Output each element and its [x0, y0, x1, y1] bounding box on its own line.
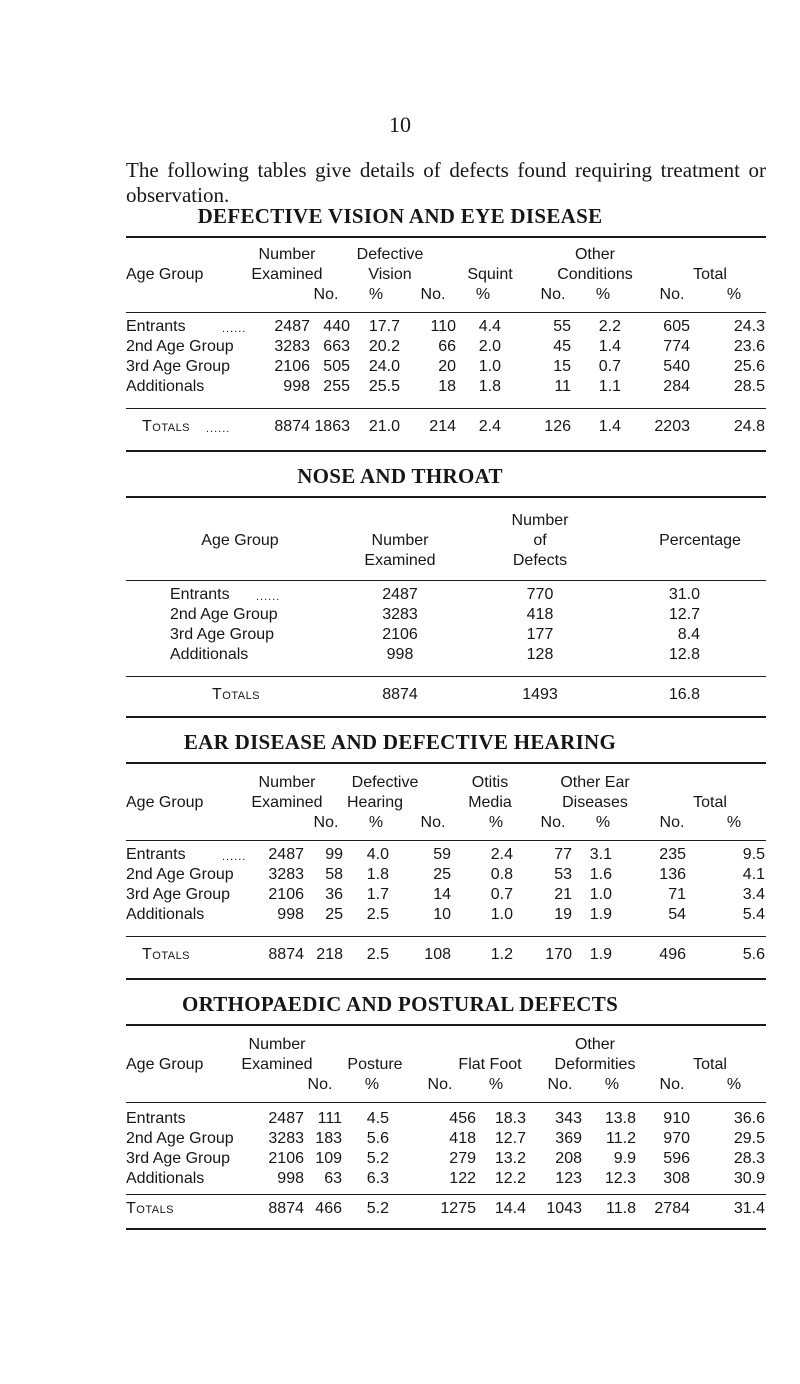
vision-head-defective: Defective: [356, 246, 424, 263]
defects-total: 1493: [522, 686, 558, 703]
examined-value: 3283: [382, 606, 418, 623]
other-no: 45: [553, 338, 571, 355]
other-pct: 1.1: [598, 378, 621, 395]
vision-pct: 17.7: [368, 318, 400, 335]
hearing-no-total: 218: [316, 946, 343, 963]
totals-label: Totals: [142, 418, 191, 435]
diseases-no: 53: [554, 866, 572, 883]
hearing-no: 58: [325, 866, 343, 883]
vision-sub-pct: %: [368, 286, 384, 303]
squint-no-total: 214: [429, 418, 456, 435]
media-no: 59: [433, 846, 451, 863]
ortho-head-age-group: Age Group: [126, 1056, 204, 1073]
ear-sub-no: No.: [313, 814, 339, 831]
vision-no: 663: [323, 338, 350, 355]
ortho-sub-no: No.: [659, 1076, 685, 1093]
diseases-no: 21: [554, 886, 572, 903]
vision-sub-pct: %: [726, 286, 742, 303]
examined-value: 998: [386, 646, 414, 663]
row-label: Entrants: [126, 846, 186, 863]
row-label: 3rd Age Group: [170, 626, 275, 643]
deformities-pct: 13.8: [604, 1110, 636, 1127]
vision-head-other: Other: [574, 246, 615, 263]
vision-sub-no: No.: [659, 286, 685, 303]
squint-no: 110: [430, 318, 456, 335]
intro-paragraph: The following tables give details of defects found requiring treatment or observation.: [126, 158, 766, 207]
diseases-pct-total: 1.9: [589, 946, 612, 963]
vision-sub-no: No.: [540, 286, 566, 303]
deformities-no: 369: [555, 1130, 582, 1147]
percentage-value: 31.0: [668, 586, 700, 603]
ortho-head-posture: Posture: [347, 1056, 403, 1073]
deformities-no: 343: [555, 1110, 582, 1127]
vision-top-rule: [126, 236, 766, 238]
other-pct: 0.7: [598, 358, 621, 375]
ear-bottom-rule: [126, 978, 766, 980]
ear-head-hearing: Hearing: [346, 794, 404, 811]
other-no-total: 126: [544, 418, 571, 435]
ear-head-number: Number: [258, 774, 316, 791]
other-no: 15: [553, 358, 571, 375]
leader-dots: ......: [206, 423, 231, 435]
nose-head-percentage: Percentage: [659, 532, 741, 549]
nose-bottom-rule: [126, 716, 766, 718]
hearing-pct: 1.8: [366, 866, 389, 883]
vision-no: 255: [323, 378, 350, 395]
squint-pct: 1.0: [478, 358, 501, 375]
ortho-head-number: Number: [248, 1036, 306, 1053]
nose-head-examined: Examined: [364, 552, 436, 569]
vision-bottom-rule: [126, 450, 766, 452]
defects-value: 418: [526, 606, 554, 623]
ortho-head-total: Total: [693, 1056, 727, 1073]
other-pct-total: 1.4: [598, 418, 621, 435]
flat-foot-no: 418: [449, 1130, 476, 1147]
vision-sub-pct: %: [475, 286, 491, 303]
flat-foot-pct-total: 14.4: [494, 1200, 526, 1217]
vision-head-rule: [126, 312, 766, 313]
examined-value: 2487: [268, 846, 304, 863]
nose-table-title: NOSE AND THROAT: [297, 464, 503, 488]
examined-total: 8874: [268, 1200, 304, 1217]
ear-sub-pct: %: [595, 814, 611, 831]
row-label: Entrants: [126, 318, 186, 335]
total-no-total: 496: [659, 946, 686, 963]
nose-head-rule: [126, 580, 766, 581]
ortho-head-other: Other: [574, 1036, 615, 1053]
leader-dots: ......: [256, 591, 281, 603]
total-no: 596: [663, 1150, 690, 1167]
other-no: 55: [553, 318, 571, 335]
posture-no: 183: [315, 1130, 342, 1147]
row-label: Additionals: [170, 646, 249, 663]
diseases-pct: 1.0: [589, 886, 612, 903]
squint-pct-total: 2.4: [478, 418, 501, 435]
percentage-value: 12.8: [668, 646, 700, 663]
hearing-pct: 2.5: [366, 906, 389, 923]
nose-head-age-group: Age Group: [201, 532, 279, 549]
ear-head-media: Media: [468, 794, 512, 811]
page-number: 10: [389, 112, 411, 137]
vision-pct: 25.5: [368, 378, 400, 395]
ortho-head-examined: Examined: [241, 1056, 313, 1073]
ear-head-examined: Examined: [251, 794, 323, 811]
flat-foot-no-total: 1275: [440, 1200, 476, 1217]
percentage-value: 12.7: [668, 606, 700, 623]
total-no: 910: [663, 1110, 690, 1127]
nose-head-of: of: [533, 532, 547, 549]
row-label: 2nd Age Group: [170, 606, 278, 623]
examined-total: 8874: [382, 686, 418, 703]
row-label: 2nd Age Group: [126, 866, 234, 883]
media-no: 14: [433, 886, 451, 903]
total-no: 308: [663, 1170, 690, 1187]
row-label: 3rd Age Group: [126, 886, 231, 903]
total-no: 284: [663, 378, 690, 395]
total-pct: 29.5: [733, 1130, 765, 1147]
deformities-pct: 12.3: [604, 1170, 636, 1187]
examined-value: 3283: [268, 866, 304, 883]
ortho-sub-no: No.: [307, 1076, 333, 1093]
ortho-sub-pct: %: [488, 1076, 504, 1093]
flat-foot-pct: 12.2: [494, 1170, 526, 1187]
flat-foot-no: 456: [449, 1110, 476, 1127]
vision-head-examined: Examined: [251, 266, 323, 283]
deformities-no: 123: [555, 1170, 582, 1187]
examined-value: 998: [277, 1170, 304, 1187]
ear-head-total: Total: [693, 794, 727, 811]
total-no: 136: [659, 866, 686, 883]
total-pct: 28.5: [733, 378, 765, 395]
ortho-sub-pct: %: [726, 1076, 742, 1093]
vision-no-total: 1863: [314, 418, 350, 435]
squint-no: 20: [438, 358, 456, 375]
total-pct: 4.1: [742, 866, 765, 883]
media-pct: 2.4: [490, 846, 513, 863]
deformities-no-total: 1043: [546, 1200, 582, 1217]
total-pct: 25.6: [733, 358, 765, 375]
deformities-no: 208: [555, 1150, 582, 1167]
vision-no: 505: [323, 358, 350, 375]
examined-value: 998: [277, 906, 304, 923]
deformities-pct: 11.2: [606, 1130, 636, 1147]
total-no: 774: [663, 338, 690, 355]
total-pct: 3.4: [742, 886, 765, 903]
media-pct: 1.0: [490, 906, 513, 923]
examined-value: 2106: [382, 626, 418, 643]
leader-dots: ......: [222, 851, 247, 863]
nose-head-number: Number: [511, 512, 569, 529]
vision-table-title: DEFECTIVE VISION AND EYE DISEASE: [197, 204, 603, 228]
media-pct: 0.7: [490, 886, 513, 903]
posture-pct: 6.3: [366, 1170, 389, 1187]
total-no: 540: [663, 358, 690, 375]
examined-value: 2106: [268, 886, 304, 903]
total-pct: 23.6: [733, 338, 765, 355]
vision-no: 440: [323, 318, 350, 335]
ear-head-other-ear: Other Ear: [560, 774, 630, 791]
ortho-bottom-rule: [126, 1228, 766, 1230]
total-pct: 30.9: [733, 1170, 765, 1187]
other-pct: 1.4: [598, 338, 621, 355]
posture-pct: 5.6: [366, 1130, 389, 1147]
ortho-table-title: ORTHOPAEDIC AND POSTURAL DEFECTS: [181, 992, 619, 1016]
ortho-head-rule: [126, 1102, 766, 1103]
squint-no: 66: [438, 338, 456, 355]
vision-head-conditions: Conditions: [557, 266, 633, 283]
vision-head-total: Total: [693, 266, 727, 283]
ear-sub-no: No.: [659, 814, 685, 831]
flat-foot-no: 279: [449, 1150, 476, 1167]
ear-head-diseases: Diseases: [562, 794, 628, 811]
posture-pct: 4.5: [366, 1110, 389, 1127]
total-no: 71: [668, 886, 686, 903]
flat-foot-no: 122: [449, 1170, 476, 1187]
diseases-no-total: 170: [545, 946, 572, 963]
media-no: 10: [433, 906, 451, 923]
row-label: Entrants: [126, 1110, 186, 1127]
posture-pct-total: 5.2: [366, 1200, 389, 1217]
ear-head-age-group: Age Group: [126, 794, 204, 811]
examined-total: 8874: [274, 418, 310, 435]
diseases-no: 19: [554, 906, 572, 923]
percentage-total: 16.8: [668, 686, 700, 703]
hearing-pct: 4.0: [366, 846, 389, 863]
row-label: Additionals: [126, 1170, 205, 1187]
total-pct-total: 5.6: [742, 946, 765, 963]
media-pct-total: 1.2: [490, 946, 513, 963]
row-label: 2nd Age Group: [126, 338, 234, 355]
squint-pct: 2.0: [478, 338, 501, 355]
diseases-no: 77: [554, 846, 572, 863]
total-no-total: 2203: [654, 418, 690, 435]
examined-value: 3283: [274, 338, 310, 355]
total-pct: 36.6: [733, 1110, 765, 1127]
deformities-pct-total: 11.8: [606, 1200, 636, 1217]
examined-value: 2106: [274, 358, 310, 375]
total-pct-total: 24.8: [733, 418, 765, 435]
media-pct: 0.8: [490, 866, 513, 883]
vision-head-age-group: Age Group: [126, 266, 204, 283]
totals-label: Totals: [142, 946, 191, 963]
total-no: 605: [663, 318, 690, 335]
total-pct-total: 31.4: [733, 1200, 765, 1217]
ear-sub-no: No.: [420, 814, 446, 831]
examined-value: 3283: [268, 1130, 304, 1147]
ortho-sub-pct: %: [364, 1076, 380, 1093]
row-label: 2nd Age Group: [126, 1130, 234, 1147]
squint-pct: 1.8: [478, 378, 501, 395]
leader-dots: ......: [222, 323, 247, 335]
flat-foot-pct: 13.2: [494, 1150, 526, 1167]
squint-pct: 4.4: [478, 318, 501, 335]
ear-sub-pct: %: [488, 814, 504, 831]
ear-totals-rule: [126, 936, 766, 937]
examined-value: 998: [283, 378, 310, 395]
hearing-no: 99: [325, 846, 343, 863]
total-no: 54: [668, 906, 686, 923]
ear-sub-no: No.: [540, 814, 566, 831]
ortho-sub-no: No.: [427, 1076, 453, 1093]
ortho-totals-rule: [126, 1194, 766, 1195]
ortho-sub-no: No.: [547, 1076, 573, 1093]
posture-no: 63: [324, 1170, 342, 1187]
diseases-pct: 3.1: [589, 846, 612, 863]
diseases-pct: 1.9: [589, 906, 612, 923]
posture-no-total: 466: [315, 1200, 342, 1217]
row-label: 3rd Age Group: [126, 358, 231, 375]
posture-no: 111: [317, 1110, 342, 1127]
vision-sub-no: No.: [420, 286, 446, 303]
total-no: 235: [659, 846, 686, 863]
ortho-head-deformities: Deformities: [554, 1056, 636, 1073]
nose-head-defects: Defects: [512, 552, 568, 569]
vision-sub-no: No.: [313, 286, 339, 303]
total-no: 970: [663, 1130, 690, 1147]
defects-value: 770: [526, 586, 554, 603]
total-pct: 28.3: [733, 1150, 765, 1167]
other-no: 11: [554, 378, 571, 395]
row-label: Additionals: [126, 906, 205, 923]
vision-head-number: Number: [258, 246, 316, 263]
percentage-value: 8.4: [677, 626, 700, 643]
totals-label: Totals: [126, 1200, 175, 1217]
flat-foot-pct: 12.7: [494, 1130, 526, 1147]
examined-value: 2106: [268, 1150, 304, 1167]
vision-totals-rule: [126, 408, 766, 409]
total-pct: 5.4: [742, 906, 765, 923]
row-label: Additionals: [126, 378, 205, 395]
media-no-total: 108: [424, 946, 451, 963]
posture-pct: 5.2: [366, 1150, 389, 1167]
ortho-head-flat-foot: Flat Foot: [458, 1056, 522, 1073]
vision-pct: 24.0: [368, 358, 400, 375]
hearing-no: 36: [325, 886, 343, 903]
posture-no: 109: [315, 1150, 342, 1167]
diseases-pct: 1.6: [589, 866, 612, 883]
hearing-pct-total: 2.5: [366, 946, 389, 963]
vision-head-squint: Squint: [467, 266, 513, 283]
other-pct: 2.2: [598, 318, 621, 335]
deformities-pct: 9.9: [613, 1150, 636, 1167]
row-label: 3rd Age Group: [126, 1150, 231, 1167]
ear-head-defective: Defective: [351, 774, 419, 791]
totals-label: Totals: [212, 686, 261, 703]
vision-sub-pct: %: [595, 286, 611, 303]
examined-total: 8874: [268, 946, 304, 963]
nose-head-number: Number: [371, 532, 429, 549]
vision-head-vision: Vision: [368, 266, 412, 283]
defects-value: 177: [526, 626, 554, 643]
ear-head-otitis: Otitis: [471, 774, 509, 791]
vision-pct-total: 21.0: [368, 418, 400, 435]
total-pct: 24.3: [733, 318, 765, 335]
row-label: Entrants: [170, 586, 230, 603]
total-pct: 9.5: [742, 846, 765, 863]
ear-sub-pct: %: [726, 814, 742, 831]
hearing-no: 25: [325, 906, 343, 923]
defects-value: 128: [526, 646, 554, 663]
flat-foot-pct: 18.3: [494, 1110, 526, 1127]
ear-sub-pct: %: [368, 814, 384, 831]
vision-pct: 20.2: [368, 338, 400, 355]
hearing-pct: 1.7: [366, 886, 389, 903]
examined-value: 2487: [382, 586, 418, 603]
total-no-total: 2784: [654, 1200, 690, 1217]
ear-head-rule: [126, 840, 766, 841]
ear-table-title: EAR DISEASE AND DEFECTIVE HEARING: [183, 730, 617, 754]
nose-totals-rule: [126, 676, 766, 677]
ortho-top-rule: [126, 1024, 766, 1026]
nose-top-rule: [126, 496, 766, 498]
examined-value: 2487: [268, 1110, 304, 1127]
ortho-sub-pct: %: [604, 1076, 620, 1093]
media-no: 25: [433, 866, 451, 883]
squint-no: 18: [438, 378, 456, 395]
examined-value: 2487: [274, 318, 310, 335]
ear-top-rule: [126, 762, 766, 764]
